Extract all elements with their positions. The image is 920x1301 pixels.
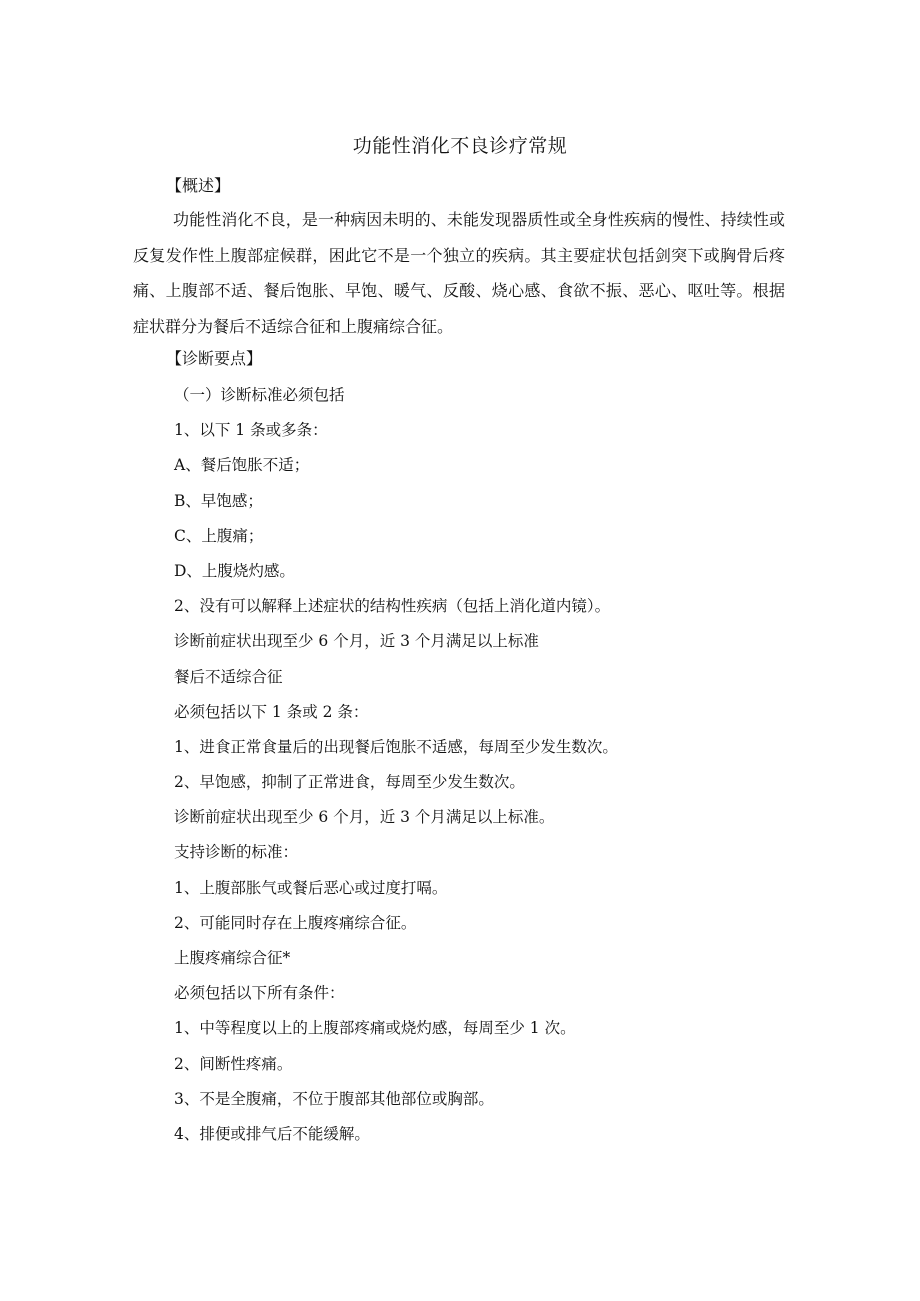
list-item: 2、没有可以解释上述症状的结构性疾病（包括上消化道内镜）。 (174, 597, 611, 616)
list-item: 1、以下 1 条或多条： (174, 421, 328, 440)
overview-paragraph: 功能性消化不良，是一种病因未明的、未能发现器质性或全身性疾病的慢性、持续性或反复发作性上腹部症候群，困此它不是一个独立的疾病。其主要症状包括剑突下或胸骨后疼痛、上腹部不适、餐后饱胀、早饱、暖气、反酸、烧心感、食欲不振、恶心、呕吐等。根据症状群分为餐后不适综合征和上腹痛综合征。 (133, 210, 785, 336)
list-item: 1、上腹部胀气或餐后恶心或过度打嗝。 (174, 878, 448, 897)
list-item: 1、进食正常食量后的出现餐后饱胀不适感，每周至少发生数次。 (174, 737, 618, 756)
list-item: A、餐后饱胀不适； (174, 456, 310, 475)
diagnosis-heading: 【诊断要点】 (166, 349, 263, 368)
list-item: 3、不是全腹痛，不位于腹部其他部位或胸部。 (174, 1089, 494, 1108)
list-item: 2、间断性疼痛。 (174, 1054, 293, 1073)
list-item: 支持诊断的标准： (174, 843, 299, 862)
list-item: （一）诊断标准必须包括 (174, 386, 345, 404)
list-item: 2、可能同时存在上腹疼痛综合征。 (174, 913, 417, 932)
list-item: 4、排便或排气后不能缓解。 (174, 1124, 370, 1143)
list-item: 上腹疼痛综合征* (174, 949, 291, 967)
list-item: 诊断前症状出现至少 6 个月，近 3 个月满足以上标准 (174, 632, 539, 651)
list-item: 1、中等程度以上的上腹部疼痛或烧灼感，每周至少 1 次。 (174, 1019, 576, 1038)
list-item: B、早饱感； (174, 491, 263, 510)
list-item: 诊断前症状出现至少 6 个月，近 3 个月满足以上标准。 (174, 808, 555, 827)
overview-heading: 【概述】 (166, 176, 231, 195)
list-item: 2、早饱感，抑制了正常进食，每周至少发生数次。 (174, 773, 525, 792)
list-item: 必须包括以下 1 条或 2 条： (174, 702, 369, 721)
list-item: 必须包括以下所有条件： (174, 984, 345, 1003)
list-item: 餐后不适综合征 (174, 667, 283, 686)
document-title: 功能性消化不良诊疗常规 (352, 135, 568, 157)
list-item: C、上腹痛； (174, 526, 264, 545)
diagnosis-criteria-list (174, 383, 618, 1157)
list-item: D、上腹烧灼感。 (174, 561, 295, 580)
